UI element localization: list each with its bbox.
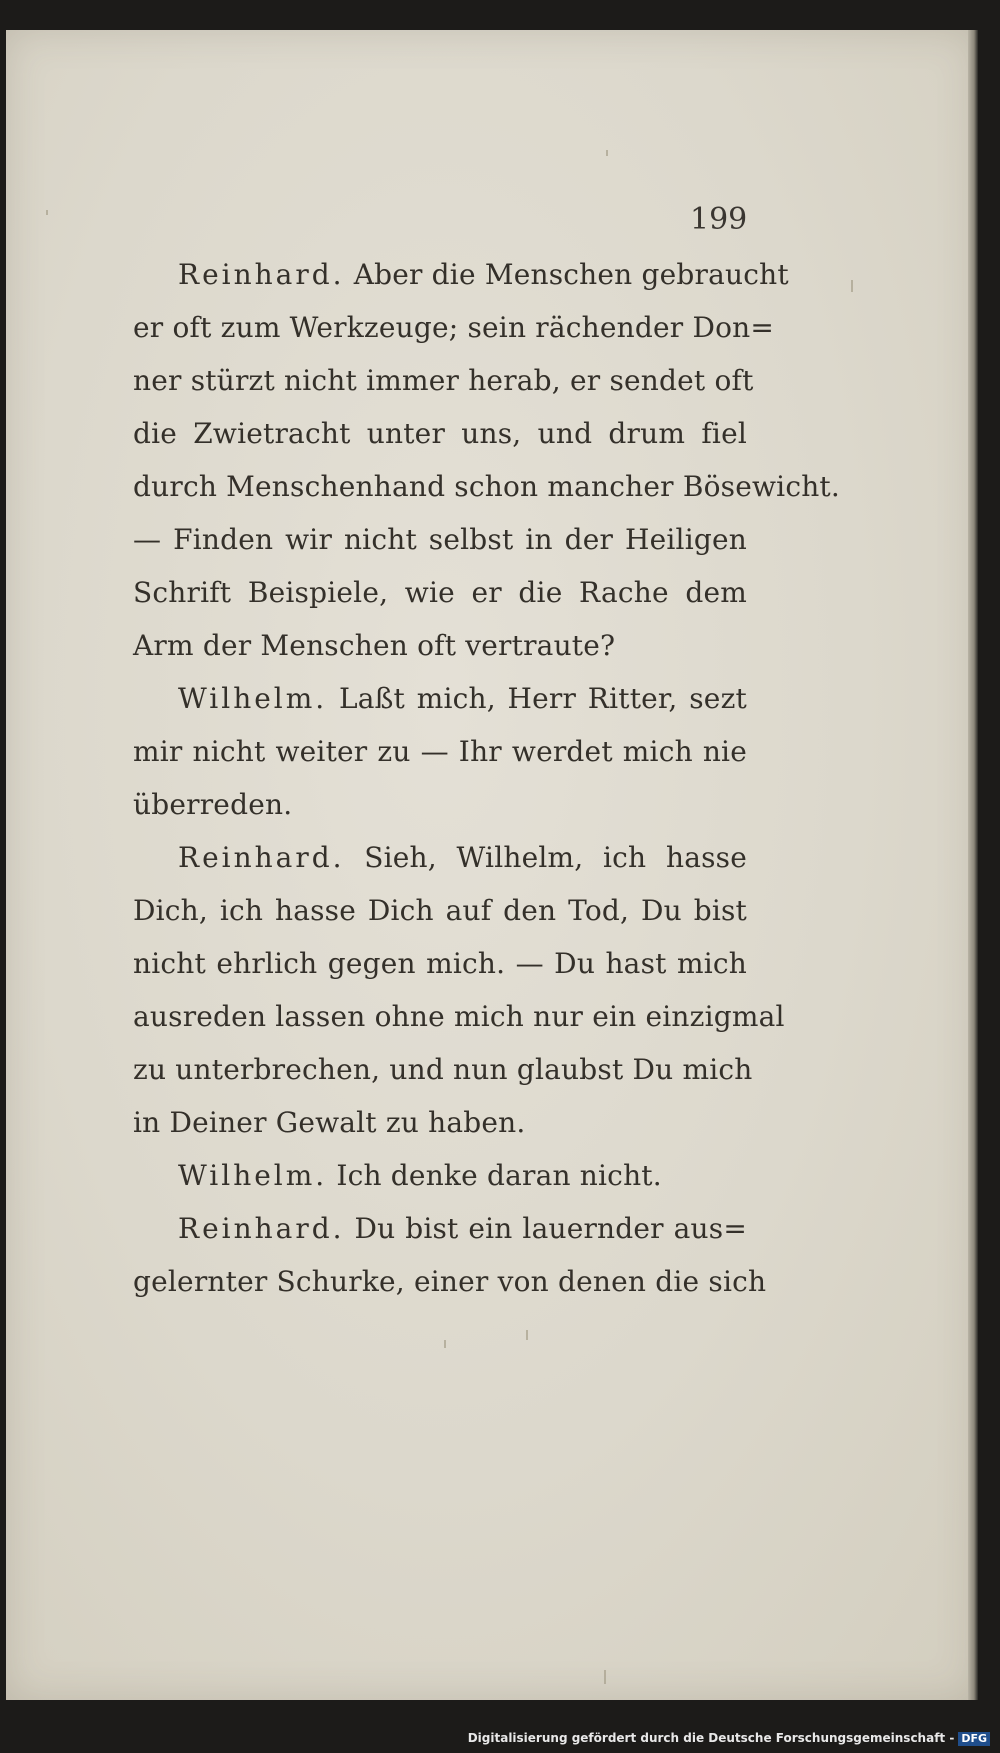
speaker-name: Reinhard. [178,1212,345,1245]
line-text: Ich denke daran nicht. [336,1159,662,1192]
line-text: Du bist ein lauernder aus= [354,1212,747,1245]
dfg-logo: DFG [958,1732,990,1746]
text-line [133,1202,747,1255]
line-text: nicht ehrlich gegen mich. — Du hast mich [133,947,747,980]
page-edge [968,30,978,1700]
line-text: ausreden lassen ohne mich nur ein einzigmal [133,1000,785,1033]
line-text: Arm der Menschen oft vertraute? [133,629,616,662]
text-line [133,1255,767,1308]
text-line [133,301,775,354]
line-text: überreden. [133,788,293,821]
line-text: — Finden wir nicht selbst in der Heiligen [133,523,747,556]
paper-fleck [851,280,853,292]
line-text: Schrift Beispiele, wie er die Rache dem [133,576,747,609]
text-line [133,248,789,301]
speaker-name: Wilhelm. [178,682,328,715]
line-text: ner stürzt nicht immer herab, er sendet oft [133,364,754,397]
text-block [133,248,840,1308]
text-line [133,1096,747,1149]
text-line [133,725,747,778]
line-text: Laßt mich, Herr Ritter, sezt [338,682,747,715]
line-text: zu unterbrechen, und nun glaubst Du mich [133,1053,753,1086]
paper-fleck [46,210,48,215]
line-text: Sieh, Wilhelm, ich hasse [364,841,747,874]
line-text: er oft zum Werkzeuge; sein rächender Don= [133,311,775,344]
speaker-name: Reinhard. [178,258,345,291]
line-text: mir nicht weiter zu — Ihr werdet mich nie [133,735,747,768]
digitization-footer [468,1731,990,1746]
text-line [133,619,747,672]
paper-fleck [604,1670,606,1684]
text-line [133,672,747,725]
text-line [133,884,747,937]
text-line [133,513,747,566]
speaker-name: Reinhard. [178,841,345,874]
text-line [133,460,840,513]
speaker-name: Wilhelm. [178,1159,328,1192]
text-line [133,354,754,407]
line-text: durch Menschenhand schon mancher Bösewicht. [133,470,840,503]
text-line [133,566,747,619]
page-number: 199 [690,202,748,237]
footer-text: Digitalisierung gefördert durch die Deutsche Forschungsgemeinschaft - [467,1731,955,1745]
text-line [133,1043,753,1096]
line-text: Aber die Menschen gebraucht [353,258,789,291]
text-line [133,937,747,990]
line-text: die Zwietracht unter uns, und drum fiel [133,417,747,450]
text-line [133,407,747,460]
text-line [133,990,785,1043]
text-line [133,831,747,884]
text-line [133,778,747,831]
line-text: gelernter Schurke, einer von denen die sich [133,1265,767,1298]
paper-fleck [526,1330,528,1340]
line-text: Dich, ich hasse Dich auf den Tod, Du bist [133,894,747,927]
line-text: in Deiner Gewalt zu haben. [133,1106,526,1139]
paper-fleck [444,1340,446,1348]
text-line [133,1149,747,1202]
paper-fleck [606,150,608,156]
